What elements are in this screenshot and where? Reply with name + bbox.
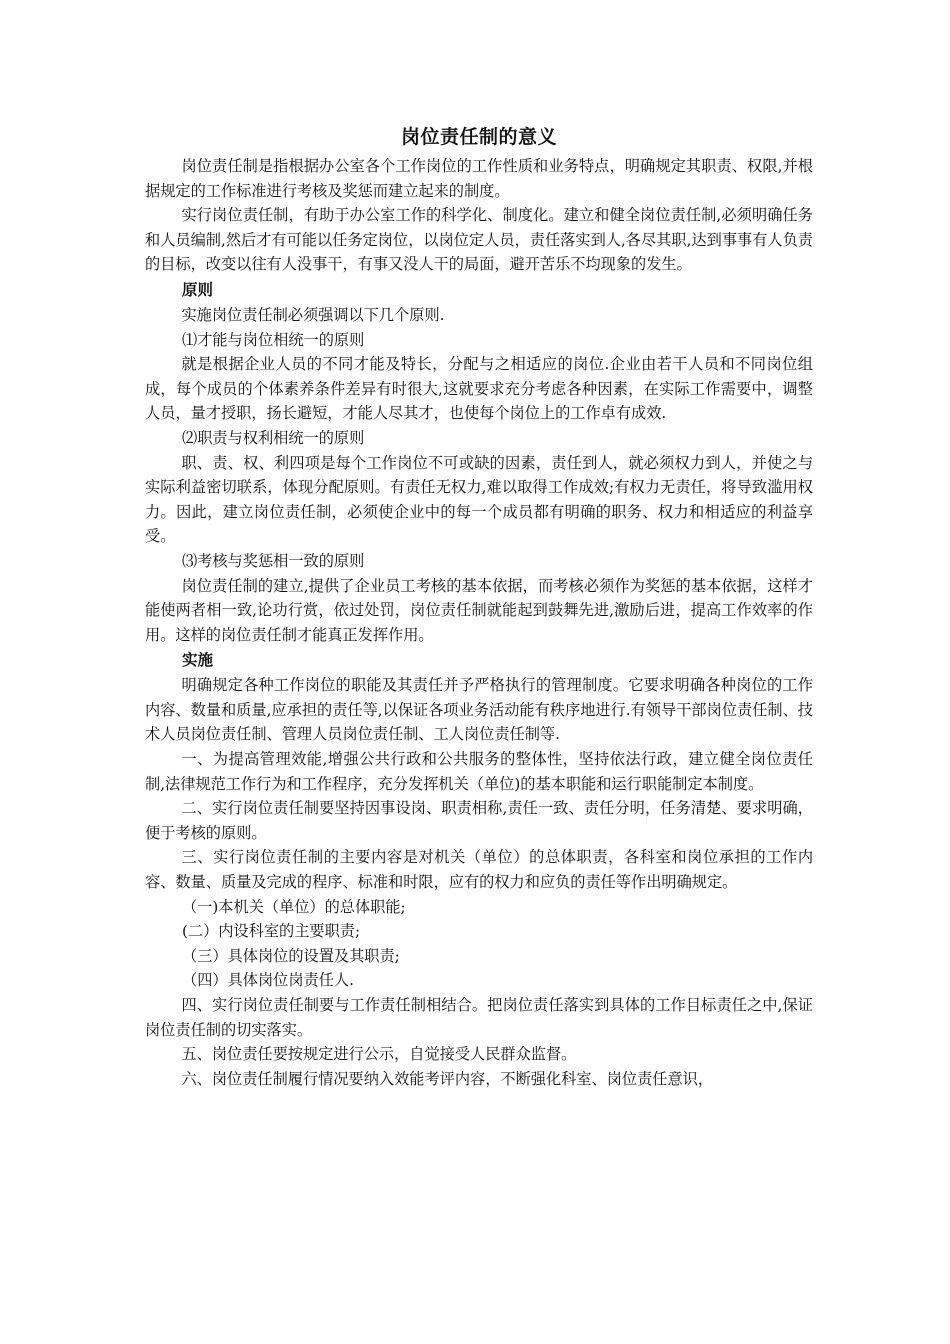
list-item: （三）具体岗位的设置及其职责; <box>182 946 400 965</box>
list-item: （四）具体岗位岗责任人. <box>182 971 354 990</box>
list-item: （一)本机关（单位）的总体职能; <box>182 897 406 916</box>
paragraph: 五、岗位责任要按规定进行公示，自觉接受人民群众监督。 <box>181 1045 577 1064</box>
paragraph: 一、为提高管理效能,增强公共行政和公共服务的整体性，坚持依法行政，建立健全岗位责任制,法律规范工作行为和工作程序，充分发挥机关（单位)的基本职能和运行职能制定本制度。 <box>145 750 813 793</box>
paragraph: 实行岗位责任制，有助于办公室工作的科学化、制度化。建立和健全岗位责任制,必须明确任务和人员编制,然后才有可能以任务定岗位，以岗位定人员，责任落实到人,各尽其职,达到事事有人负责的目标，改变以往有人没事干，有事又没人干的局面，避开苦乐不均现象的发生。 <box>145 206 813 274</box>
paragraph: 三、实行岗位责任制的主要内容是对机关（单位）的总体职责，各科室和岗位承担的工作内容、数量、质量及完成的程序、标准和时限，应有的权力和应负的责任等作出明确规定。 <box>145 848 813 892</box>
principle-item: ⑵职责与权利相统一的原则 <box>182 428 365 447</box>
section-heading-principles: 原则 <box>182 280 214 299</box>
document-title: 岗位责任制的意义 <box>400 126 557 148</box>
paragraph: 四、实行岗位责任制要与工作责任制相结合。把岗位责任落实到具体的工作目标责任之中,保证岗位责任制的切实落实。 <box>145 996 813 1039</box>
paragraph: 岗位责任制是指根据办公室各个工作岗位的工作性质和业务特点，明确规定其职责、权限,并根据规定的工作标准进行考核及奖惩而建立起来的制度。 <box>145 157 813 200</box>
paragraph: 六、岗位责任制履行情况要纳入效能考评内容，不断强化科室、岗位责任意识， <box>181 1069 714 1088</box>
section-heading-implementation: 实施 <box>182 651 214 670</box>
paragraph: 明确规定各种工作岗位的职能及其责任并予严格执行的管理制度。它要求明确各种岗位的工作内容、数量和质量,应承担的责任等,以保证各项业务活动能有秩序地进行.有领导干部岗位责任制、技术人员岗位责任制、管理人员岗位责任制、工人岗位责任制等. <box>145 676 813 744</box>
paragraph: 实施岗位责任制必须强调以下几个原则. <box>181 305 445 324</box>
document-page <box>145 122 813 1091</box>
paragraph: 二、实行岗位责任制要坚持因事设岗、职责相称,责任一致、责任分明，任务清楚、要求明确，便于考核的原则。 <box>145 799 813 842</box>
principle-item: ⑴才能与岗位相统一的原则 <box>182 330 365 349</box>
paragraph: 就是根据企业人员的不同才能及特长，分配与之相适应的岗位.企业由若干人员和不同岗位组成，每个成员的个体素养条件差异有时很大,这就要求充分考虑各种因素，在实际工作需要中，调整人员，量才授职，扬长避短，才能人尽其才，也使每个岗位上的工作卓有成效. <box>145 355 813 423</box>
principle-item: ⑶考核与奖惩相一致的原则 <box>182 551 365 570</box>
list-item: (二）内设科室的主要职责; <box>182 922 361 941</box>
paragraph: 职、责、权、利四项是每个工作岗位不可或缺的因素，责任到人，就必须权力到人，并使之与实际利益密切联系，体现分配原则。有责任无权力,难以取得工作成效;有权力无责任，将导致滥用权力。因此，建立岗位责任制，必须使企业中的每一个成员都有明确的职务、权力和相适应的利益享受。 <box>145 453 813 546</box>
paragraph: 岗位责任制的建立,提供了企业员工考核的基本依据，而考核必须作为奖惩的基本依据，这样才能使两者相一致,论功行赏，依过处罚，岗位责任制就能起到鼓舞先进,激励后进，提高工作效率的作用。这样的岗位责任制才能真正发挥作用。 <box>145 576 813 644</box>
